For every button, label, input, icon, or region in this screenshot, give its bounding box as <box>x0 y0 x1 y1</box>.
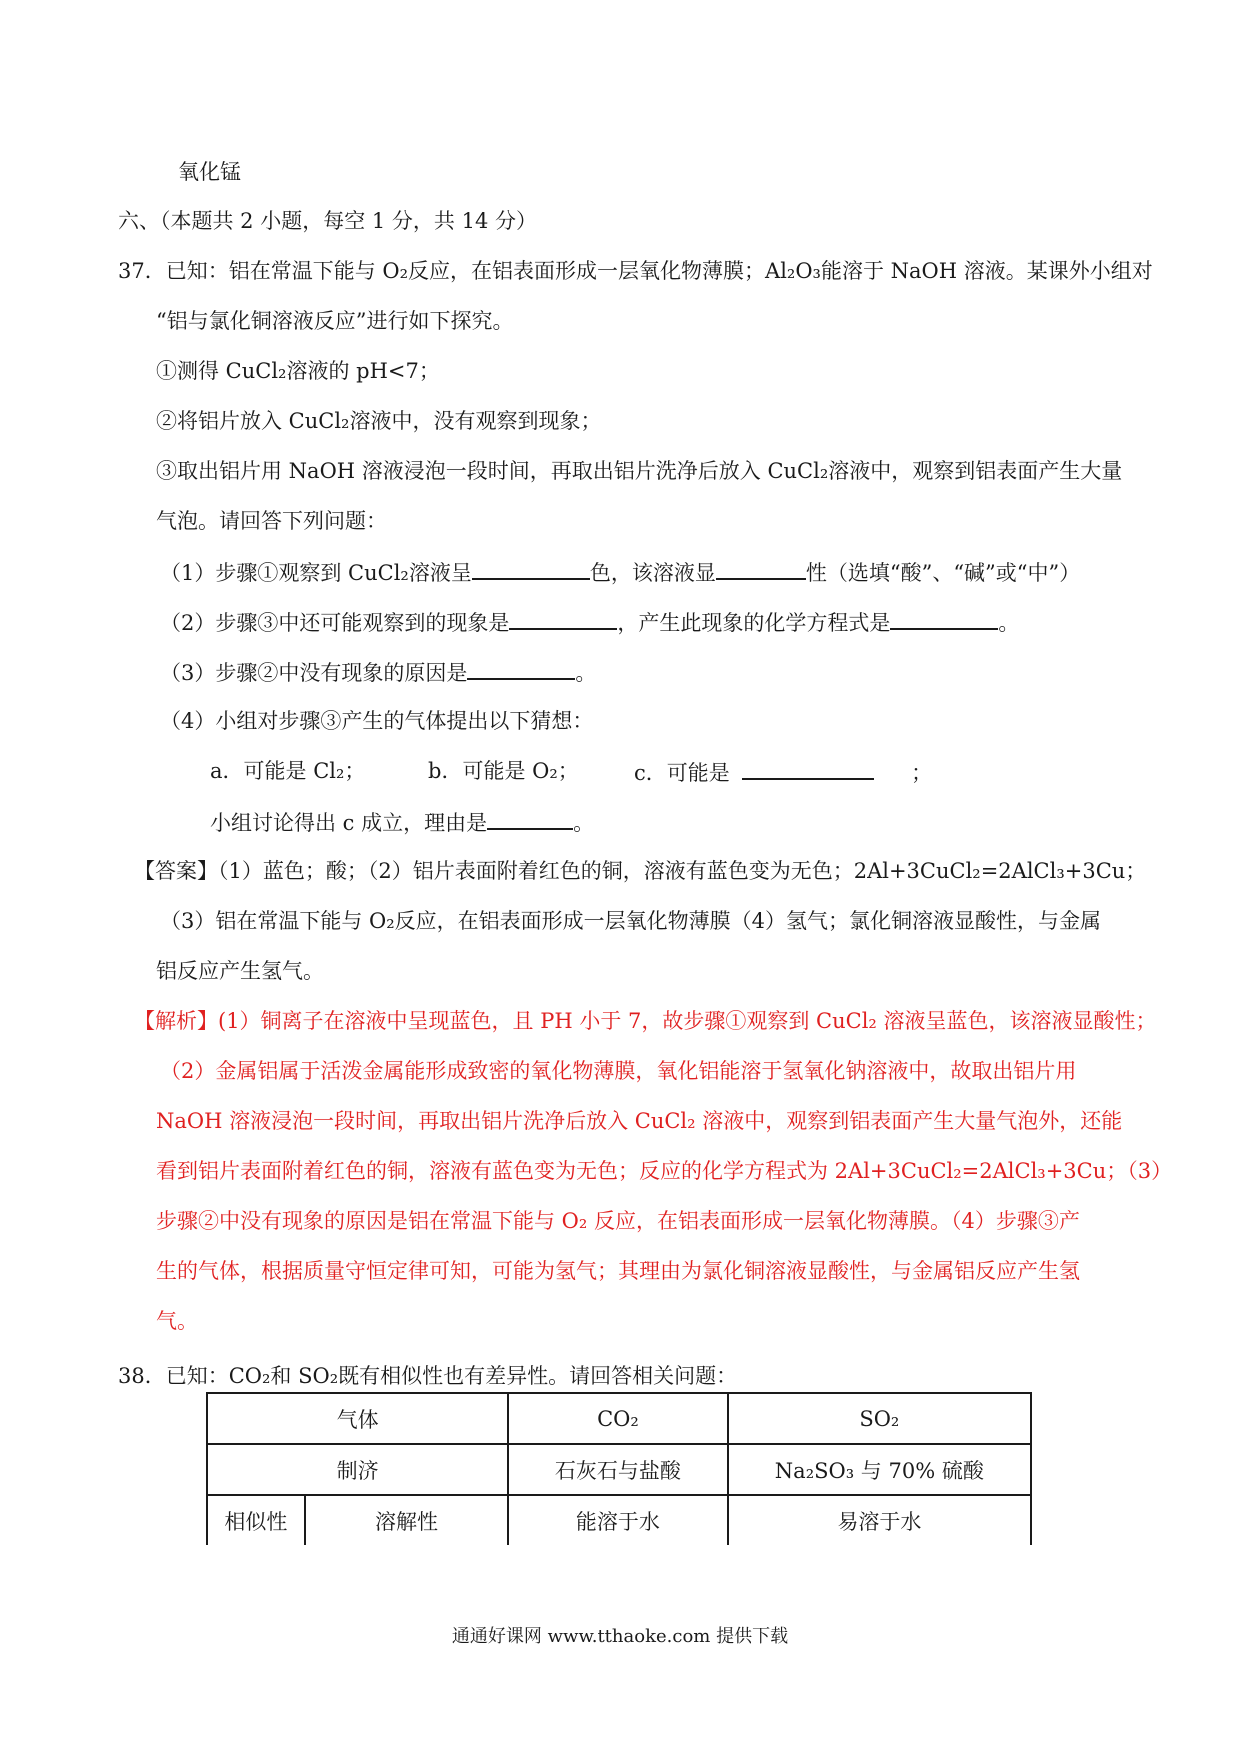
answer-blank[interactable] <box>742 756 874 780</box>
table-cell: 石灰石与盐酸 <box>508 1444 727 1495</box>
answer-line-1: 【答案】（1）蓝色；酸；（2）铝片表面附着红色的铜，溶液有蓝色变为无色；2Al+3CuCl₂=2AlCl₃+3Cu； <box>134 859 1147 883</box>
table-row <box>207 1393 1031 1444</box>
answer-blank[interactable] <box>509 606 617 630</box>
analysis-line-2: （2）金属铝属于活泼金属能形成致密的氧化物薄膜，氧化铝能溶于氢氧化钠溶液中，故取出铝片用 <box>160 1059 1077 1083</box>
q37-part-3 <box>160 656 596 688</box>
table-cell: 溶解性 <box>305 1495 508 1545</box>
part-1-text-b: 色，该溶液显 <box>589 561 716 585</box>
answer-line-2: （3）铝在常温下能与 O₂反应，在铝表面形成一层氧化物薄膜（4）氢气；氯化铜溶液显酸性，与金属 <box>160 909 1102 933</box>
answer-blank[interactable] <box>487 806 573 830</box>
answer-blank[interactable] <box>467 656 575 680</box>
table-cell: 易溶于水 <box>728 1495 1031 1545</box>
option-c-text: c．可能是 <box>634 761 730 785</box>
analysis-line-5: 步骤②中没有现象的原因是铝在常温下能与 O₂ 反应，在铝表面形成一层氧化物薄膜。（4）步骤③产 <box>156 1209 1080 1233</box>
part-1-text-c: 性（选填“酸”、“碱”或“中”） <box>805 561 1081 585</box>
table-cell: Na₂SO₃ 与 70% 硫酸 <box>728 1444 1031 1495</box>
part-2-text-c: 。 <box>998 611 1020 635</box>
q37-part-2 <box>160 606 1019 638</box>
q37-step-2: ②将铝片放入 CuCl₂溶液中，没有观察到现象； <box>156 409 602 433</box>
q37-conclusion <box>210 806 594 838</box>
q37-step-3-line-1: ③取出铝片用 NaOH 溶液浸泡一段时间，再取出铝片洗净后放入 CuCl₂溶液中，观察到铝表面产生大量 <box>156 459 1123 483</box>
part-1-text-a: （1）步骤①观察到 CuCl₂溶液呈 <box>160 561 472 585</box>
conclusion-text-b: 。 <box>573 811 595 835</box>
page-footer: 通通好课网 www.tthaoke.com 提供下载 <box>451 1626 789 1647</box>
conclusion-text-a: 小组讨论得出 c 成立，理由是 <box>210 811 488 835</box>
table-cell: CO₂ <box>508 1393 727 1444</box>
q37-step-3-line-2: 气泡。请回答下列问题： <box>156 509 387 533</box>
q38-comparison-table <box>206 1392 1032 1545</box>
section-header: 六、（本题共 2 小题，每空 1 分，共 14 分） <box>118 209 537 233</box>
table-row <box>207 1495 1031 1545</box>
part-3-text-b: 。 <box>575 661 597 685</box>
table-cell: 相似性 <box>207 1495 305 1545</box>
table-cell: 制济 <box>207 1444 508 1495</box>
part-3-text-a: （3）步骤②中没有现象的原因是 <box>160 661 468 685</box>
answer-blank[interactable] <box>890 606 998 630</box>
option-b: b．可能是 O₂； <box>428 759 579 783</box>
table-cell: SO₂ <box>728 1393 1031 1444</box>
analysis-line-4: 看到铝片表面附着红色的铜，溶液有蓝色变为无色；反应的化学方程式为 2Al+3CuCl₂=2AlCl₃+3Cu；（3） <box>156 1159 1173 1183</box>
table-cell: 能溶于水 <box>508 1495 727 1545</box>
analysis-line-3: NaOH 溶液浸泡一段时间，再取出铝片洗净后放入 CuCl₂ 溶液中，观察到铝表面产生大量气泡外，还能 <box>156 1109 1123 1133</box>
q38-intro: 38．已知：CO₂和 SO₂既有相似性也有差异性。请回答相关问题： <box>118 1364 738 1388</box>
answer-blank[interactable] <box>716 556 806 580</box>
option-c <box>634 756 932 788</box>
answer-line-3: 铝反应产生氢气。 <box>156 959 324 983</box>
q37-intro-line-1: 37．已知：铝在常温下能与 O₂反应，在铝表面形成一层氧化物薄膜；Al₂O₃能溶于 NaOH 溶液。某课外小组对 <box>118 259 1153 283</box>
q37-part-4: （4）小组对步骤③产生的气体提出以下猜想： <box>160 709 594 733</box>
table-row <box>207 1444 1031 1495</box>
analysis-line-6: 生的气体，根据质量守恒定律可知，可能为氢气；其理由为氯化铜溶液显酸性，与金属铝反应产生氢 <box>156 1259 1080 1283</box>
answer-blank[interactable] <box>472 556 590 580</box>
q37-part-1 <box>160 556 1080 588</box>
analysis-line-7: 气。 <box>156 1309 198 1333</box>
top-line: 氧化锰 <box>178 160 241 184</box>
option-a: a．可能是 Cl₂； <box>210 759 366 783</box>
part-2-text-b: ，产生此现象的化学方程式是 <box>617 611 891 635</box>
option-c-end: ； <box>911 761 933 785</box>
part-2-text-a: （2）步骤③中还可能观察到的现象是 <box>160 611 510 635</box>
table-cell: 气体 <box>207 1393 508 1444</box>
q37-intro-line-2: “铝与氯化铜溶液反应”进行如下探究。 <box>156 309 514 333</box>
q37-step-1: ①测得 CuCl₂溶液的 pH<7； <box>156 359 440 383</box>
analysis-line-1: 【解析】(1）铜离子在溶液中呈现蓝色，且 PH 小于 7，故步骤①观察到 CuCl₂ 溶液呈蓝色，该溶液显酸性； <box>134 1009 1157 1033</box>
